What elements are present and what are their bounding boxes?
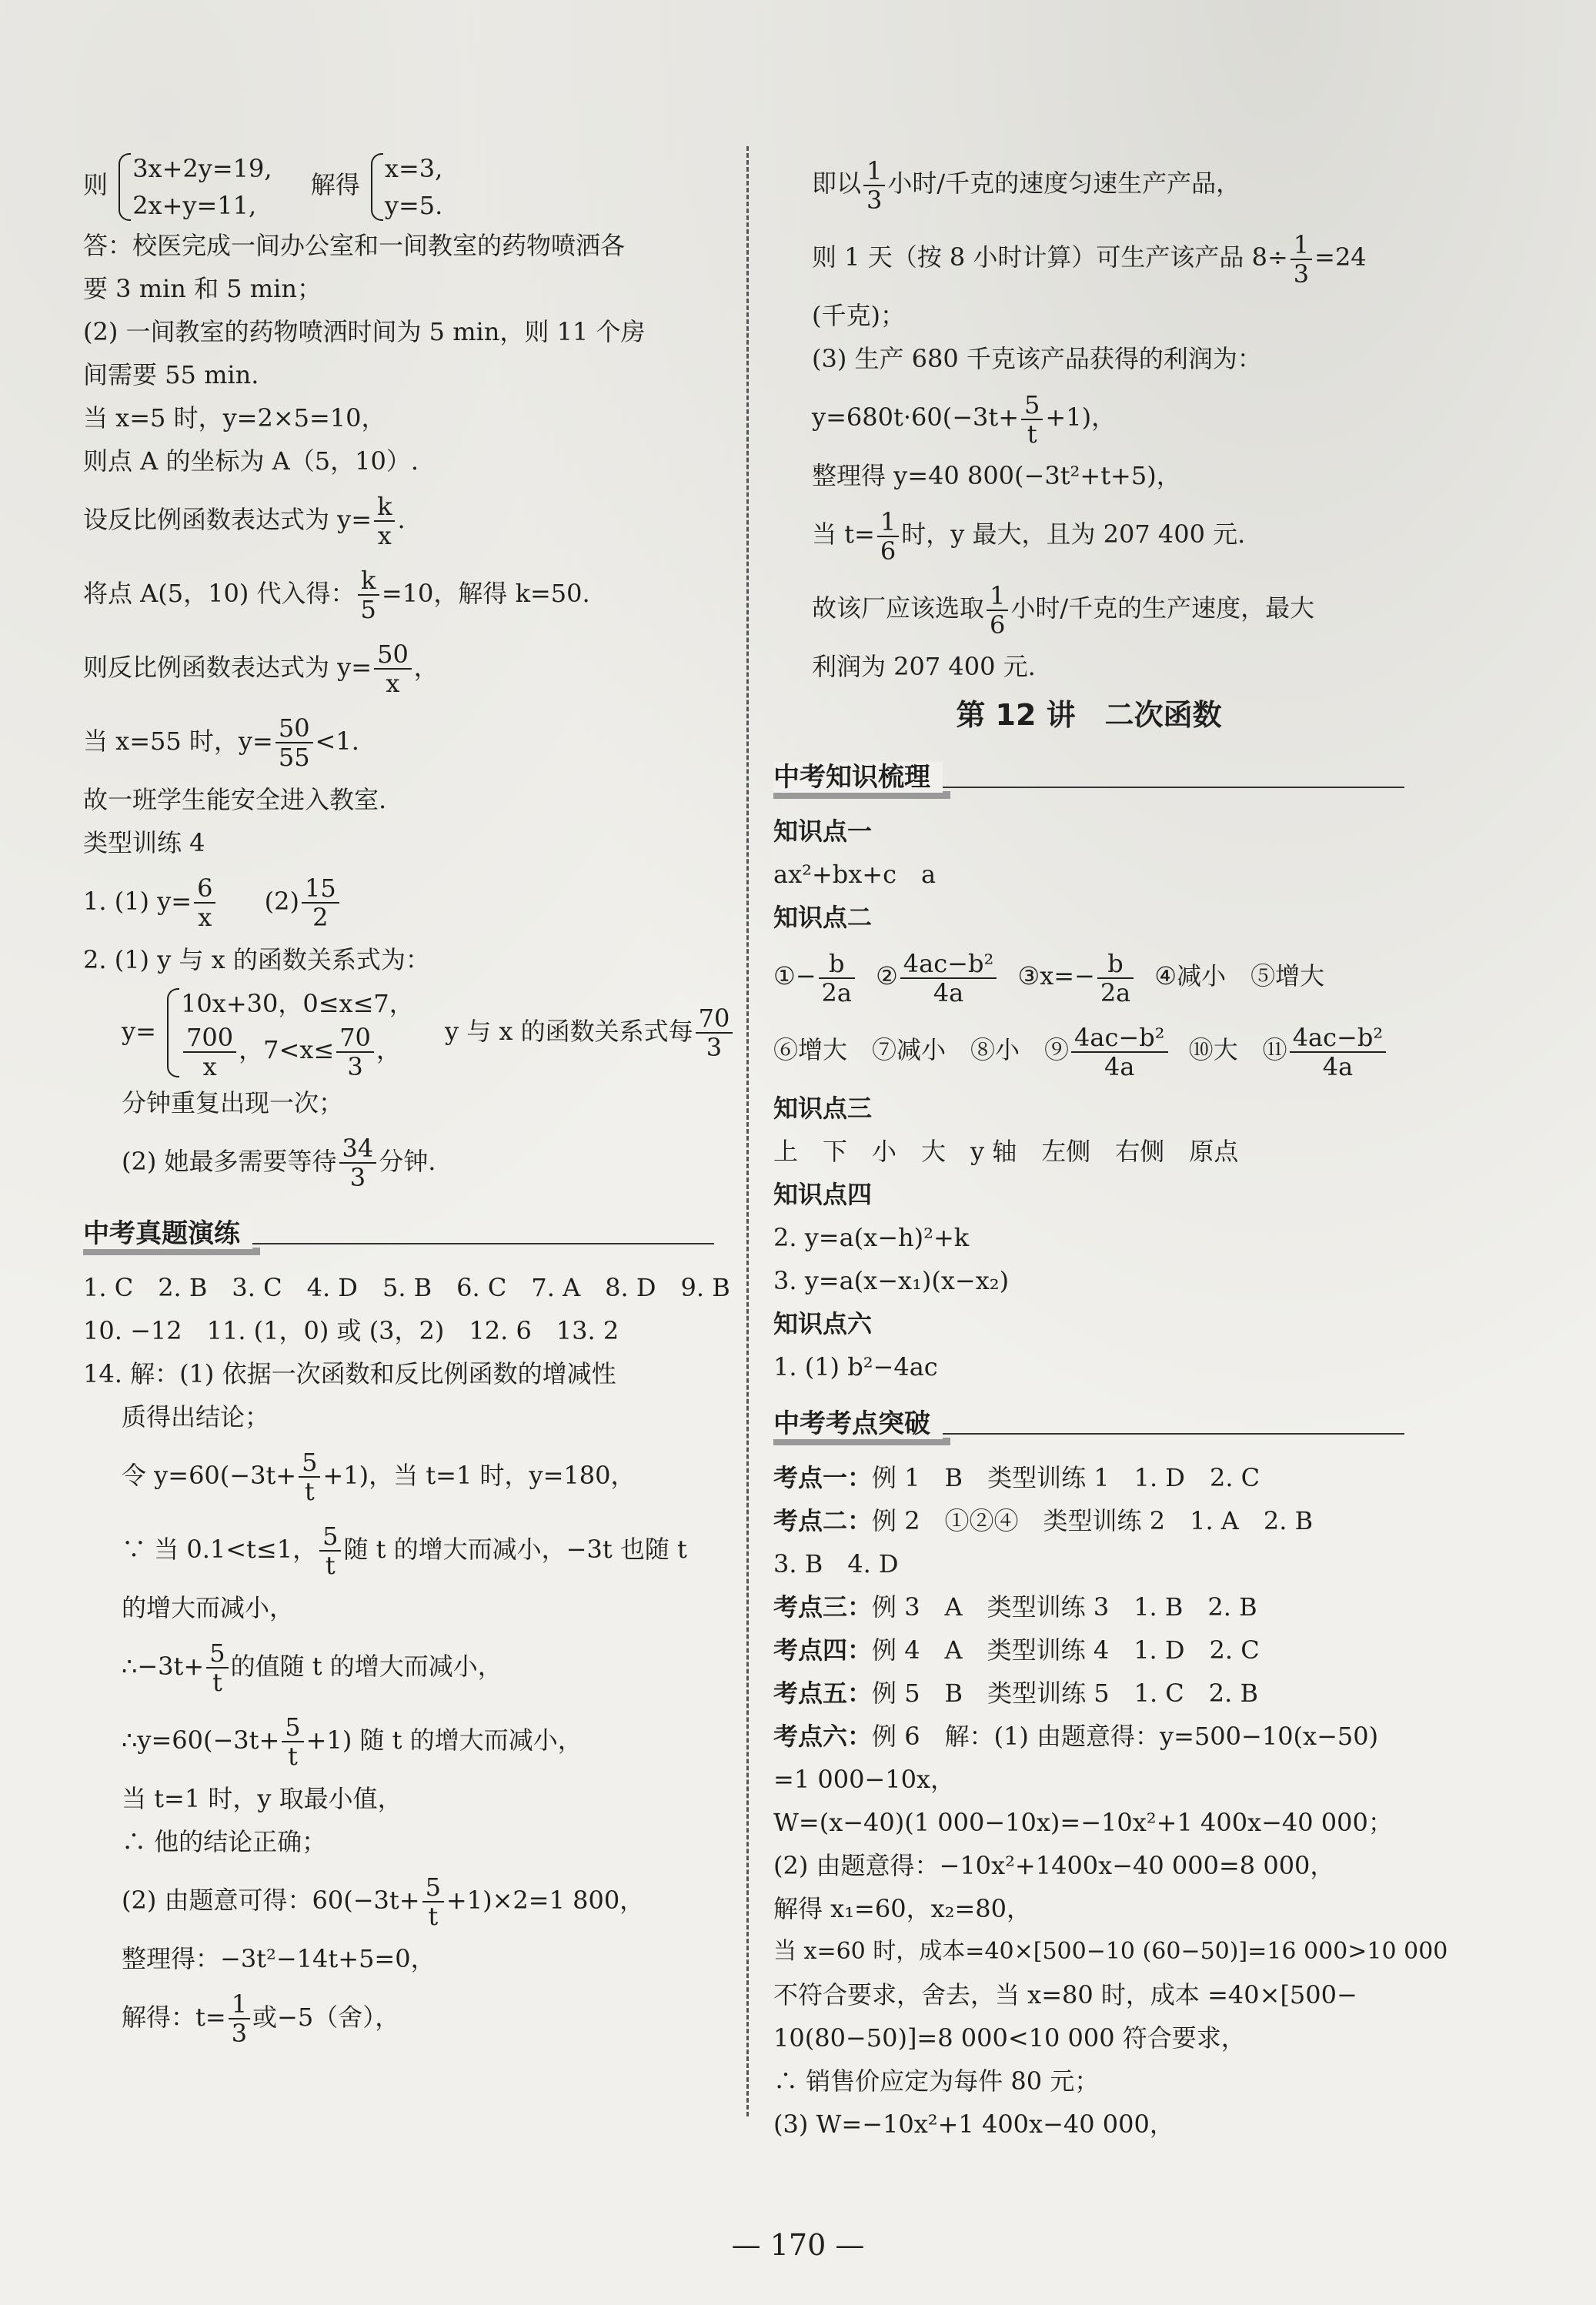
text-line: 当 x=60 时，成本=40×[500−10 (60−50)]=16 000>10 000 — [773, 1938, 1448, 1965]
text-line: 整理得 y=40 800(−3t²+t+5)， — [812, 461, 1181, 490]
text-line: 3. y=a(x−x₁)(x−x₂) — [773, 1266, 1010, 1295]
fraction: $\frac{\text{4ac−b²}}{4a}$ — [1290, 1024, 1386, 1081]
text-line: 1. (1) b²−4ac — [773, 1352, 938, 1381]
knowledge-point-heading: 知识点三 — [773, 1094, 873, 1123]
section-title: 中考知识梳理 — [773, 762, 943, 793]
text-line: 故一班学生能安全进入教室. — [83, 784, 387, 814]
left-column — [83, 146, 730, 2054]
text-line: 10(80−50)]=8 000<10 000 符合要求， — [773, 2023, 1246, 2053]
formula-line: 当 t= $\frac{1}{6}$ 时，y 最大，且为 207 400 元. — [812, 506, 1246, 566]
formula-line: (2) 由题意可得：60(−3t+ $\frac{5}{t}$ +1)×2=1 800， — [122, 1872, 645, 1931]
formula-line: ∴y=60(−3t+ $\frac{5}{t}$ +1) 随 t 的增大而减小， — [122, 1712, 583, 1771]
right-column — [773, 146, 1448, 2146]
fraction: $\frac{\text{4ac−b²}}{4a}$ — [1071, 1024, 1167, 1081]
text-line: 2. y=a(x−h)²+k — [773, 1223, 970, 1252]
text-line: (3) W=−10x²+1 400x−40 000， — [773, 2110, 1174, 2139]
formula-line: 令 y=60(−3t+ $\frac{5}{t}$ +1)，当 t=1 时，y=180， — [122, 1448, 636, 1506]
formula-line: 则 1 天（按 8 小时计算）可生产该产品 8÷ $\frac{1}{3}$ =24 — [812, 229, 1367, 289]
page-number: — 170 — — [731, 2228, 865, 2262]
fraction: $\frac{6}{x}$ — [194, 874, 215, 931]
fraction: $\frac{70}{3}$ — [336, 1024, 374, 1081]
piece-row: $\frac{700}{x}$ ，7<x≤ $\frac{70}{3}$ ， — [181, 1022, 414, 1081]
brace-piecewise — [164, 985, 414, 1081]
fraction: $\frac{b}{2a}$ — [1097, 950, 1134, 1007]
text-line: 利润为 207 400 元. — [812, 652, 1036, 681]
brace-system — [115, 150, 272, 224]
subheading: 类型训练 4 — [83, 827, 205, 857]
text-line: 解得 x₁=60，x₂=80， — [773, 1894, 1031, 1923]
fraction: $\frac{k}{x}$ — [374, 493, 395, 550]
text-line: 间需要 55 min. — [83, 359, 259, 389]
text-line: ∴ 他的结论正确； — [122, 1826, 327, 1856]
section-header-real-exam — [83, 1215, 714, 1255]
answer-line: 要 3 min 和 5 min； — [83, 273, 322, 303]
fraction: $\frac{5}{t}$ — [319, 1522, 341, 1579]
section-header-exam-points — [773, 1405, 1404, 1445]
fraction: $\frac{\text{4ac−b²}}{4a}$ — [900, 950, 997, 1007]
fraction: $\frac{1}{6}$ — [987, 582, 1008, 639]
text-line: 质得出结论； — [122, 1401, 270, 1431]
formula-line: 设反比例函数表达式为 y= $\frac{k}{x}$ . — [83, 492, 406, 550]
exam-point-row: 考点二：例 2 ①②④ 类型训练 2 1. A 2. B — [773, 1506, 1314, 1535]
piecewise-function: y= 10x+30，0≤x≤7， $\frac{700}{x}$ ，7<x≤ $\frac{70}{3}$ ， y 与 x 的函数关系式每 $\frac{70}{3}$ — [83, 981, 714, 1081]
text: 解得 — [310, 170, 360, 199]
text-line: ∴ 销售价应定为每件 80 元； — [773, 2066, 1100, 2096]
answer-key: 10. −12 11. (1，0) 或 (3，2) 12. 6 13. 2 — [83, 1315, 619, 1345]
fraction: $\frac{1}{3}$ — [1290, 231, 1312, 288]
formula-line: 故该厂应该选取 $\frac{1}{6}$ 小时/千克的生产速度，最大 — [812, 580, 1315, 640]
formula-line: ⑥增大 ⑦减小 ⑧小 ⑨ $\frac{\text{4ac−b²}}{4a}$ ⑩大 ⑪ $\frac{\text{4ac−b²}}{4a}$ — [773, 1013, 1404, 1087]
fraction: $\frac{1}{3}$ — [863, 157, 885, 214]
text-line: 当 t=1 时，y 取最小值， — [122, 1783, 402, 1813]
text-line: 上 下 小 大 y 轴 左侧 右侧 原点 — [773, 1137, 1239, 1166]
brace-solution — [368, 150, 442, 224]
text-line: 分钟重复出现一次； — [122, 1087, 344, 1117]
column-divider — [746, 146, 749, 2116]
fraction: $\frac{k}{5}$ — [358, 566, 379, 623]
text-line: 3. B 4. D — [773, 1549, 899, 1578]
fraction: $\frac{50}{55}$ — [275, 714, 313, 771]
fraction: $\frac{5}{t}$ — [206, 1639, 228, 1696]
fraction: $\frac{1}{6}$ — [877, 508, 899, 565]
section-title: 中考考点突破 — [773, 1408, 943, 1439]
formula-line: y=680t·60(−3t+ $\frac{5}{t}$ +1)， — [812, 389, 1117, 449]
formula-line: 1. (1) y= $\frac{6}{x}$ (2) $\frac{15}{2}$ — [83, 864, 714, 938]
formula-line: (2) 她最多需要等待 $\frac{34}{3}$ 分钟. — [122, 1134, 436, 1192]
formula-line: 解得：t= $\frac{1}{3}$ 或−5（舍）， — [122, 1989, 400, 2048]
exam-point-row: 考点三：例 3 A 类型训练 3 1. B 2. B — [773, 1592, 1257, 1622]
fraction: $\frac{5}{t}$ — [282, 1713, 303, 1770]
text-line: 则点 A 的坐标为 A（5，10）. — [83, 446, 419, 476]
fraction: $\frac{5}{t}$ — [1021, 391, 1043, 448]
fraction: $\frac{5}{t}$ — [422, 1873, 444, 1930]
text-line: 14. 解：(1) 依据一次函数和反比例函数的增减性 — [83, 1358, 616, 1388]
formula-line: ∴−3t+ $\frac{5}{t}$ 的值随 t 的增大而减小， — [122, 1639, 503, 1697]
piece-row: 10x+30，0≤x≤7， — [181, 989, 414, 1019]
text-line: 不符合要求，舍去，当 x=80 时，成本 =40×[500− — [773, 1980, 1357, 2009]
eq-row: 3x+2y=19, — [132, 153, 272, 183]
formula-line: ①− $\frac{b}{2a}$ ② $\frac{\text{4ac−b²}}{4a}$ ③x=− $\frac{b}{2a}$ ④减小 ⑤增大 — [773, 948, 1325, 1007]
text-line: 的增大而减小， — [122, 1592, 295, 1622]
text-line: 当 x=5 时，y=2×5=10， — [83, 403, 386, 433]
equation-system — [83, 146, 714, 224]
exam-point-row: 考点一：例 1 B 类型训练 1 1. D 2. C — [773, 1463, 1260, 1492]
exam-point-row: 考点六：例 6 解：(1) 由题意得：y=500−10(x−50) — [773, 1722, 1379, 1751]
text-line: ax²+bx+c a — [773, 860, 937, 889]
text: 则 — [83, 170, 109, 199]
fraction: $\frac{34}{3}$ — [339, 1134, 377, 1191]
knowledge-point-heading: 知识点二 — [773, 903, 873, 932]
section-title: 中考真题演练 — [83, 1218, 252, 1249]
eq-row: 2x+y=11, — [132, 190, 257, 220]
eq-row: x=3, — [384, 153, 443, 183]
eq-row: y=5. — [384, 190, 443, 220]
formula-line: 则反比例函数表达式为 y= $\frac{50}{x}$ ， — [83, 640, 439, 698]
answer-key: 1. C 2. B 3. C 4. D 5. B 6. C 7. A 8. D 9. B — [83, 1272, 730, 1302]
lecture-title: 第 12 讲 二次函数 — [956, 698, 1222, 732]
fraction: $\frac{70}{3}$ — [696, 1004, 733, 1061]
text-line: W=(x−40)(1 000−10x)=−10x²+1 400x−40 000； — [773, 1808, 1393, 1837]
knowledge-point-heading: 知识点六 — [773, 1309, 873, 1338]
formula-line: 当 x=55 时，y= $\frac{50}{55}$ <1. — [83, 713, 359, 772]
fraction: $\frac{5}{t}$ — [299, 1448, 320, 1505]
exam-point-row: 考点五：例 5 B 类型训练 5 1. C 2. B — [773, 1679, 1259, 1708]
exam-point-row: 考点四：例 4 A 类型训练 4 1. D 2. C — [773, 1635, 1260, 1665]
fraction: $\frac{15}{2}$ — [302, 874, 339, 931]
text-line: =1 000−10x， — [773, 1765, 956, 1794]
formula-line: 将点 A(5，10) 代入得： $\frac{k}{5}$ =10，解得 k=50. — [83, 566, 590, 624]
formula-line: 即以 $\frac{1}{3}$ 小时/千克的速度匀速生产产品， — [812, 155, 1241, 215]
text-line: (2) 一间教室的药物喷洒时间为 5 min，则 11 个房 — [83, 316, 646, 346]
knowledge-point-heading: 知识点一 — [773, 817, 873, 846]
text-line: (2) 由题意得：−10x²+1400x−40 000=8 000， — [773, 1851, 1335, 1880]
fraction: $\frac{700}{x}$ — [183, 1024, 236, 1081]
answer-line: 答：校医完成一间办公室和一间教室的药物喷洒各 — [83, 230, 626, 260]
text-line: (千克)； — [812, 301, 905, 330]
text-line: (3) 生产 680 千克该产品获得的利润为： — [812, 344, 1262, 373]
fraction: $\frac{1}{3}$ — [229, 1990, 250, 2047]
text-line: 2. (1) y 与 x 的函数关系式为： — [83, 944, 430, 974]
formula-line: ∵ 当 0.1<t≤1， $\frac{5}{t}$ 随 t 的增大而减小，−3t 也随 t — [122, 1522, 687, 1580]
fraction: $\frac{b}{2a}$ — [819, 950, 855, 1007]
section-header-knowledge — [773, 759, 1404, 799]
text-line: 整理得：−3t²−14t+5=0， — [122, 1943, 436, 1973]
knowledge-point-heading: 知识点四 — [773, 1180, 873, 1209]
fraction: $\frac{50}{x}$ — [374, 640, 412, 697]
